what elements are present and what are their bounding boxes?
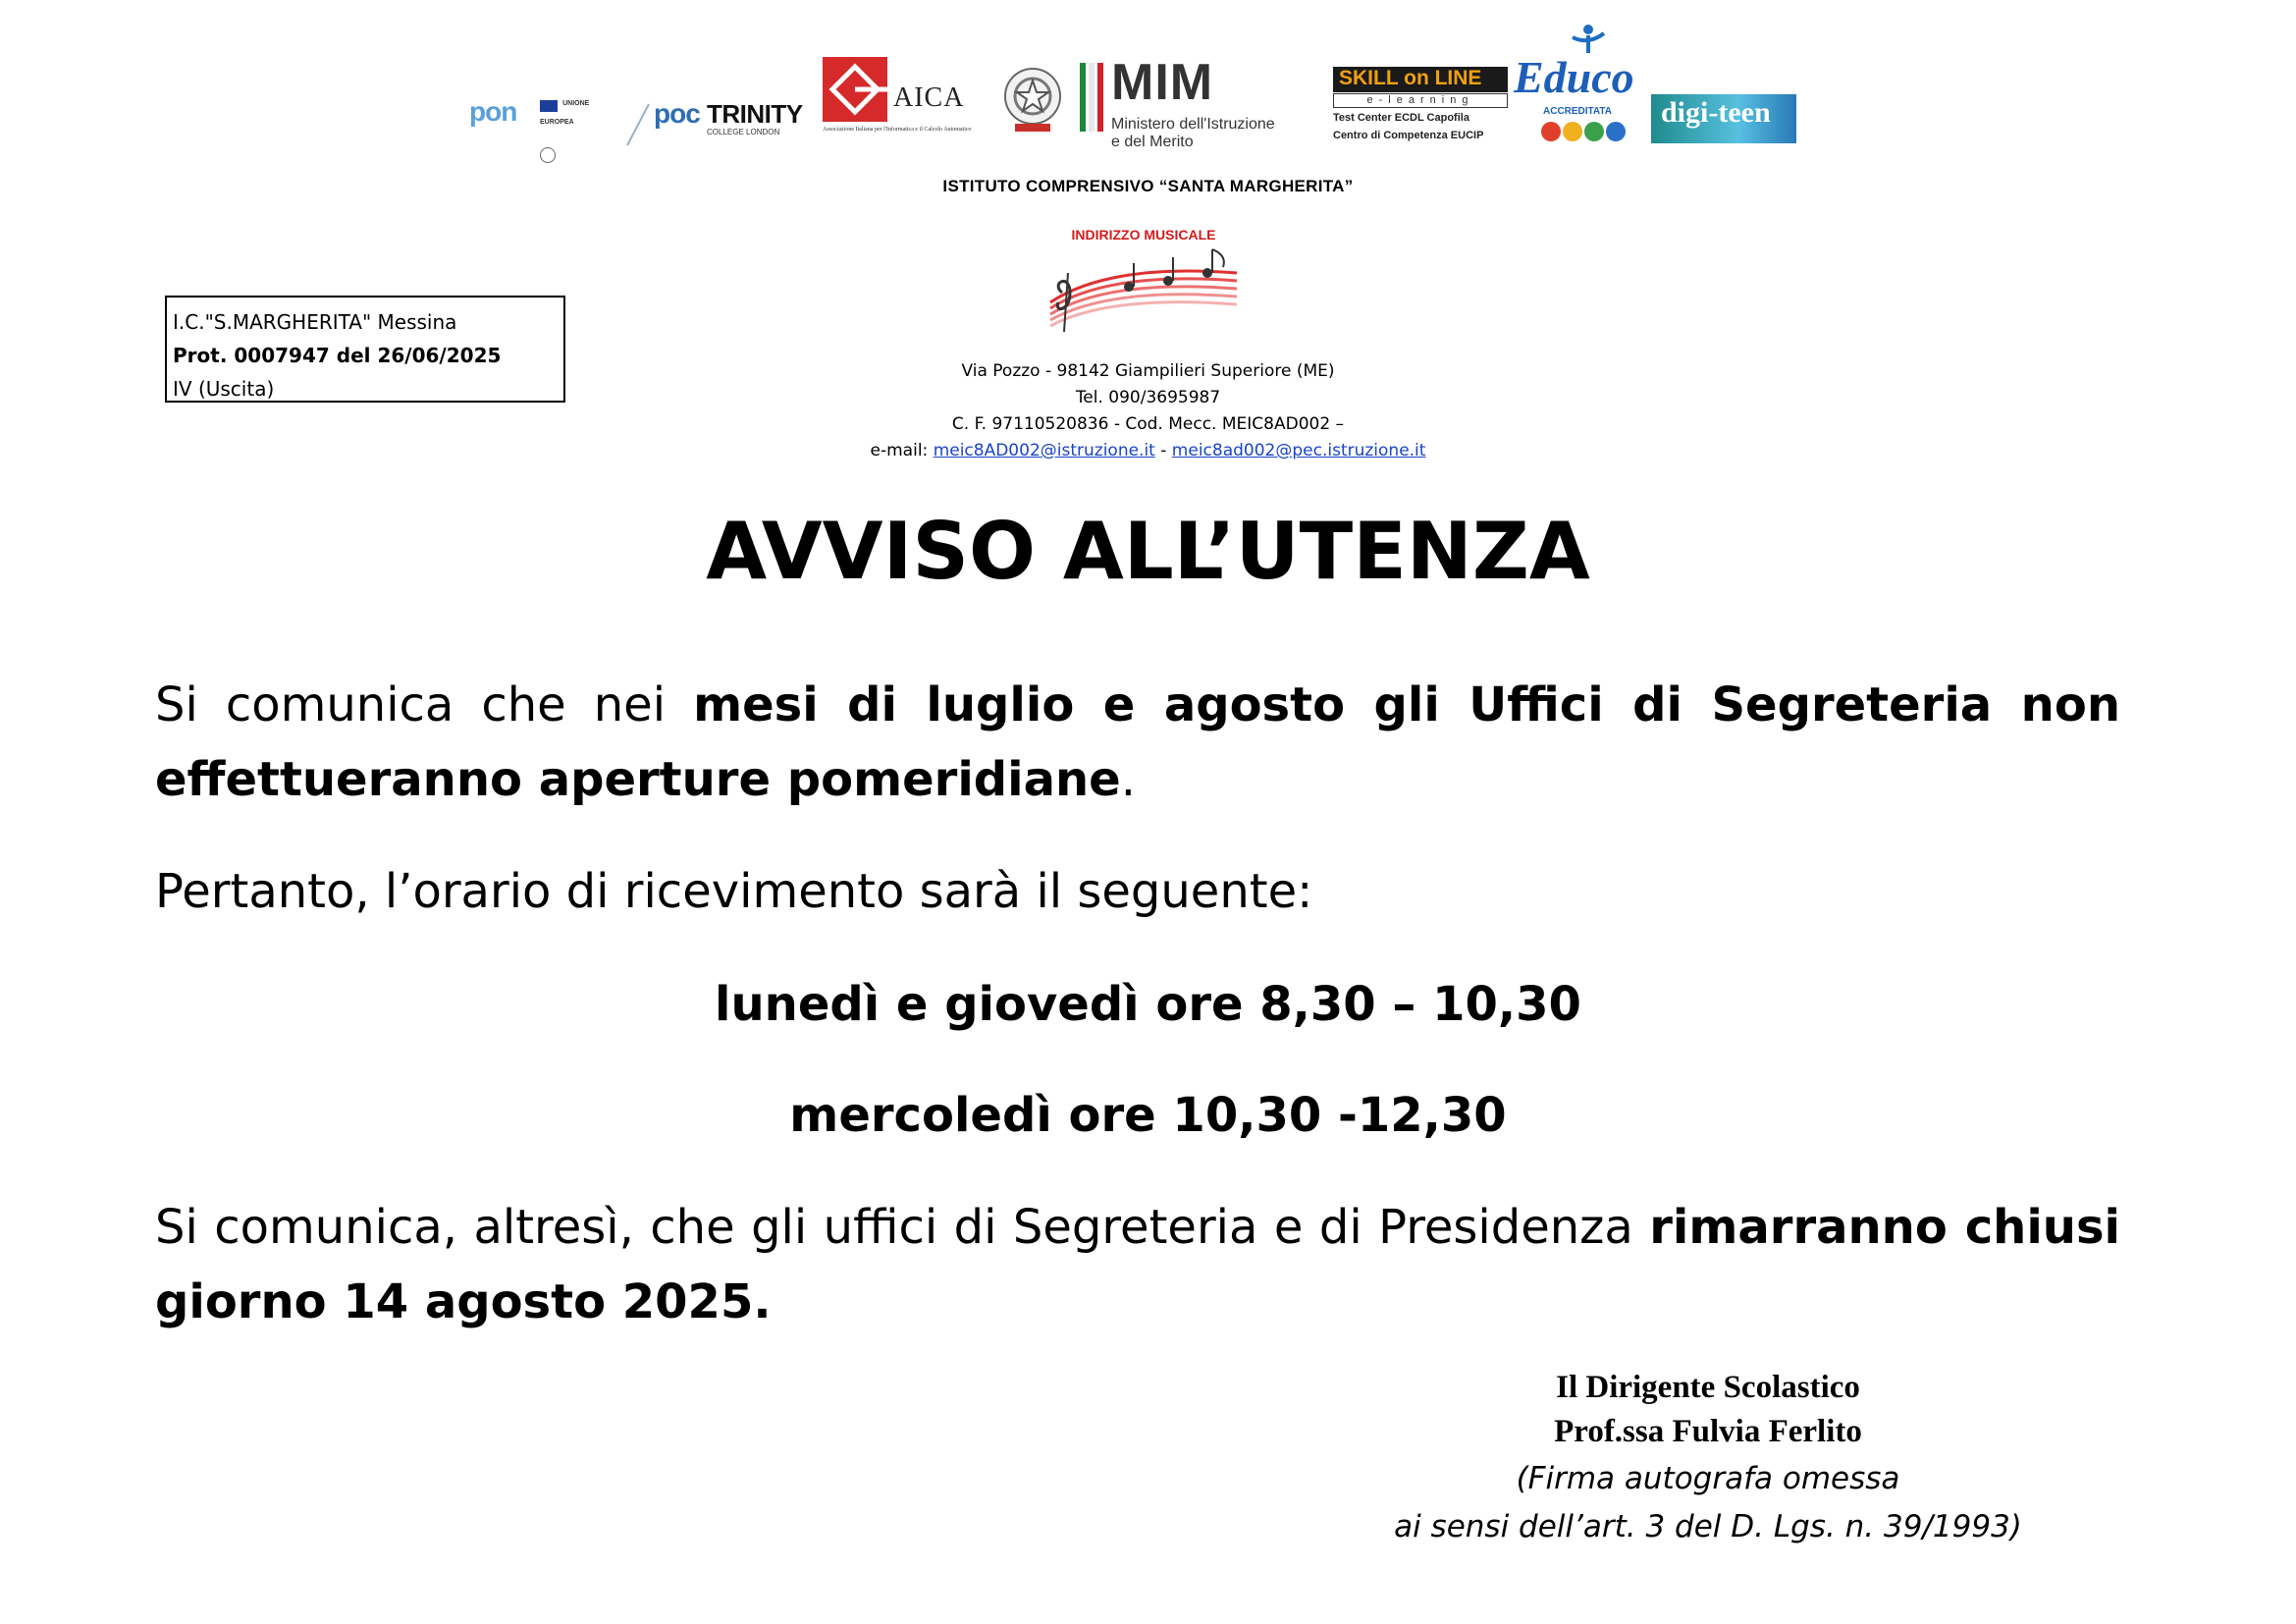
schedule-line: lunedì e giovedì ore 8,30 – 10,30: [715, 977, 1581, 1032]
fiscal-codes: C. F. 97110520836 - Cod. Mecc. MEIC8AD002 –: [951, 414, 1345, 434]
pon-logo: pon: [469, 96, 517, 127]
page-title: AVVISO ALL’UTENZA: [706, 506, 1590, 597]
paragraph-closure-afternoon: Si comunica che nei mesi di luglio e agosto gli Uffici di Segreteria non effettueranno aperture pomeridiane.: [155, 677, 2121, 807]
signature-role: Il Dirigente Scolastico: [1556, 1370, 1860, 1405]
educo-logo: Educo ACCREDITATA: [1514, 24, 1651, 171]
digiteen-logo: digi-teen: [1651, 94, 1796, 143]
signature-note: (Firma autografa omessa: [1516, 1461, 1900, 1496]
italian-republic-emblem-icon: [999, 59, 1066, 137]
logo-strip: [461, 20, 1836, 157]
pec-email-link[interactable]: meic8ad002@pec.istruzione.it: [1171, 441, 1426, 460]
miur-circles: [1541, 122, 1639, 147]
aica-logo: AICA Associazione Italiana per l'Informatica e il Calcolo Automatico: [823, 57, 980, 167]
poc-logo: poc: [654, 98, 700, 129]
divider-slash-icon: [623, 100, 653, 149]
protocol-number: Prot. 0007947 del 26/06/2025: [173, 344, 502, 367]
music-section-title: INDIRIZZO MUSICALE: [1071, 227, 1216, 243]
email-link[interactable]: meic8AD002@istruzione.it: [933, 441, 1155, 460]
contact-block: [0, 358, 2296, 464]
schedule-line: mercoledì ore 10,30 -12,30: [789, 1088, 1507, 1143]
music-notes-icon: [1041, 244, 1247, 342]
school-name: ISTITUTO COMPRENSIVO “SANTA MARGHERITA”: [942, 177, 1354, 195]
protocol-school: I.C."S.MARGHERITA" Messina: [173, 310, 457, 334]
paragraph-closure-date: Si comunica, altresì, che gli uffici di Segreteria e di Presidenza rimarranno chiusi giorno 14 agosto 2025.: [155, 1200, 2120, 1329]
signature-name: Prof.ssa Fulvia Ferlito: [1554, 1414, 1862, 1449]
telephone: Tel. 090/3695987: [1075, 388, 1221, 407]
mim-logo: MIM Ministero dell'Istruzione e del Merito: [1080, 61, 1325, 159]
paragraph-schedule-intro: Pertanto, l’orario di ricevimento sarà il seguente:: [155, 864, 1313, 919]
signature-note-law: ai sensi dell’art. 3 del D. Lgs. n. 39/1993): [1394, 1509, 2022, 1544]
email-line: e-mail: meic8AD002@istruzione.it - meic8ad002@pec.istruzione.it: [870, 441, 1426, 460]
eu-ministry-logo: UNIONE EUROPEA: [540, 100, 618, 159]
address: Via Pozzo - 98142 Giampilieri Superiore (ME): [961, 361, 1335, 381]
protocol-type: IV (Uscita): [173, 377, 275, 401]
skill-on-line-logo: SKILL on LINE e-learning Test Center ECDL Capofila Centro di Competenza EUCIP: [1333, 67, 1510, 165]
trinity-logo: TRINITY COLLEGE LONDON: [707, 99, 803, 136]
